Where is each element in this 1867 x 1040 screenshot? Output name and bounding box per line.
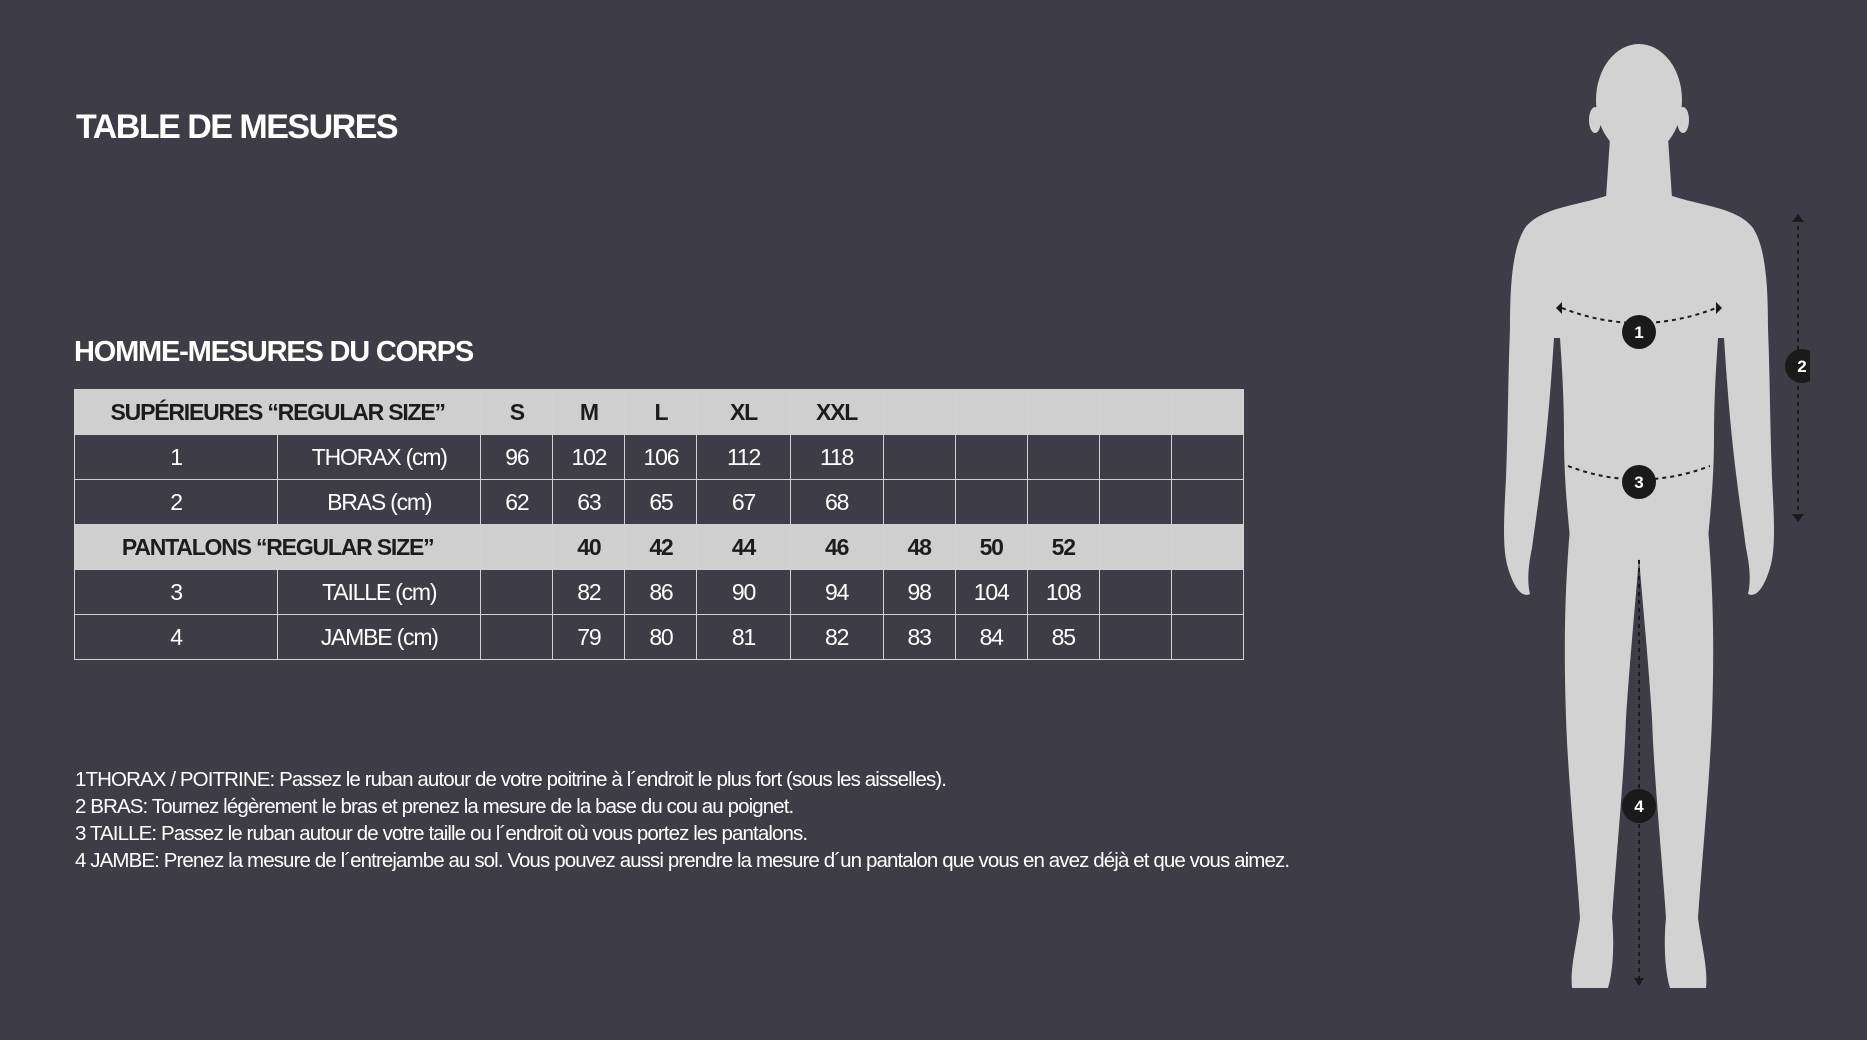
svg-text:2: 2	[1797, 357, 1807, 376]
measurement-value-cell: 82	[553, 570, 625, 615]
section-title: HOMME-MESURES DU CORPS	[74, 336, 473, 368]
size-header-cell	[883, 390, 955, 435]
measurement-value-cell	[1171, 615, 1243, 660]
measurement-value-cell	[481, 570, 553, 615]
measurement-value-cell: 63	[553, 480, 625, 525]
size-header-cell	[1171, 525, 1243, 570]
tops-header-row	[75, 390, 1244, 435]
marker-1-icon	[1622, 315, 1656, 349]
size-header-cell: 48	[883, 525, 955, 570]
measurement-value-cell: 62	[481, 480, 553, 525]
note-jambe: 4 JAMBE: Prenez la mesure de l´entrejambe au sol. Vous pouvez aussi prendre la mesure d´un pantalon que vous en avez déjà et que vous aimez.	[75, 849, 1290, 872]
measurement-value-cell	[1171, 570, 1243, 615]
legs-shape	[1565, 528, 1713, 988]
measurement-label-cell: BRAS (cm)	[278, 480, 481, 525]
measurement-number-cell: 3	[75, 570, 278, 615]
measurement-value-cell	[883, 435, 955, 480]
size-header-cell	[481, 525, 553, 570]
measurement-value-cell	[1099, 570, 1171, 615]
marker-4-icon	[1622, 789, 1656, 823]
size-header-cell	[1099, 390, 1171, 435]
measurement-value-cell	[955, 480, 1027, 525]
measurement-value-cell: 112	[697, 435, 790, 480]
table-row	[75, 570, 1244, 615]
size-header-cell: 40	[553, 525, 625, 570]
size-header-cell	[1027, 390, 1099, 435]
measurement-value-cell: 90	[697, 570, 790, 615]
marker-3-icon	[1622, 465, 1656, 499]
section-header-label: PANTALONS “REGULAR SIZE”	[75, 525, 481, 570]
measurement-value-cell: 106	[625, 435, 697, 480]
measurement-value-cell: 98	[883, 570, 955, 615]
measurement-value-cell: 118	[790, 435, 883, 480]
note-bras: 2 BRAS: Tournez légèrement le bras et prenez la mesure de la base du cou au poignet.	[75, 795, 794, 818]
measurement-notes	[75, 766, 1289, 874]
size-header-cell: L	[625, 390, 697, 435]
measurement-value-cell: 108	[1027, 570, 1099, 615]
measurement-value-cell: 85	[1027, 615, 1099, 660]
measurement-value-cell: 83	[883, 615, 955, 660]
size-header-cell: 50	[955, 525, 1027, 570]
measurement-number-cell: 1	[75, 435, 278, 480]
measurement-value-cell: 102	[553, 435, 625, 480]
pants-header-row	[75, 525, 1244, 570]
size-header-cell: M	[553, 390, 625, 435]
size-header-cell: 42	[625, 525, 697, 570]
svg-text:3: 3	[1634, 473, 1644, 492]
measurement-value-cell	[955, 435, 1027, 480]
measurement-value-cell	[1171, 480, 1243, 525]
size-header-cell	[955, 390, 1027, 435]
body-silhouette-figure	[1480, 38, 1810, 998]
size-header-cell: 44	[697, 525, 790, 570]
measurement-value-cell: 86	[625, 570, 697, 615]
size-table	[74, 389, 1244, 660]
section-header-label: SUPÉRIEURES “REGULAR SIZE”	[75, 390, 481, 435]
measurement-label-cell: THORAX (cm)	[278, 435, 481, 480]
note-taille: 3 TAILLE: Passez le ruban autour de votre taille ou l´endroit où vous portez les pantalons.	[75, 822, 808, 845]
measurement-value-cell: 81	[697, 615, 790, 660]
measurement-value-cell: 104	[955, 570, 1027, 615]
measurement-number-cell: 4	[75, 615, 278, 660]
table-row	[75, 435, 1244, 480]
table-row	[75, 480, 1244, 525]
measurement-value-cell	[481, 615, 553, 660]
svg-text:4: 4	[1634, 797, 1644, 816]
measurement-value-cell	[1099, 435, 1171, 480]
size-header-cell: XL	[697, 390, 790, 435]
measurement-value-cell	[1027, 480, 1099, 525]
measurement-value-cell: 80	[625, 615, 697, 660]
measurement-value-cell: 79	[553, 615, 625, 660]
measurement-value-cell	[1099, 480, 1171, 525]
measurement-value-cell	[1171, 435, 1243, 480]
page-title: TABLE DE MESURES	[76, 108, 398, 146]
measurement-number-cell: 2	[75, 480, 278, 525]
size-header-cell: S	[481, 390, 553, 435]
table-row	[75, 615, 1244, 660]
measurement-value-cell: 94	[790, 570, 883, 615]
svg-text:1: 1	[1634, 323, 1644, 342]
measurement-value-cell: 65	[625, 480, 697, 525]
measurement-value-cell	[883, 480, 955, 525]
size-header-cell: 46	[790, 525, 883, 570]
measurement-label-cell: JAMBE (cm)	[278, 615, 481, 660]
measurement-value-cell: 67	[697, 480, 790, 525]
measurement-value-cell	[1099, 615, 1171, 660]
measurement-value-cell: 96	[481, 435, 553, 480]
measurement-value-cell	[1027, 435, 1099, 480]
measurement-label-cell: TAILLE (cm)	[278, 570, 481, 615]
marker-2-icon	[1785, 349, 1810, 383]
note-thorax: 1THORAX / POITRINE: Passez le ruban autour de votre poitrine à l´endroit le plus fort (sous les aisselles).	[75, 768, 947, 791]
size-header-cell	[1171, 390, 1243, 435]
measurement-value-cell: 84	[955, 615, 1027, 660]
size-header-cell: XXL	[790, 390, 883, 435]
size-header-cell	[1099, 525, 1171, 570]
measurement-value-cell: 68	[790, 480, 883, 525]
size-header-cell: 52	[1027, 525, 1099, 570]
measurement-value-cell: 82	[790, 615, 883, 660]
